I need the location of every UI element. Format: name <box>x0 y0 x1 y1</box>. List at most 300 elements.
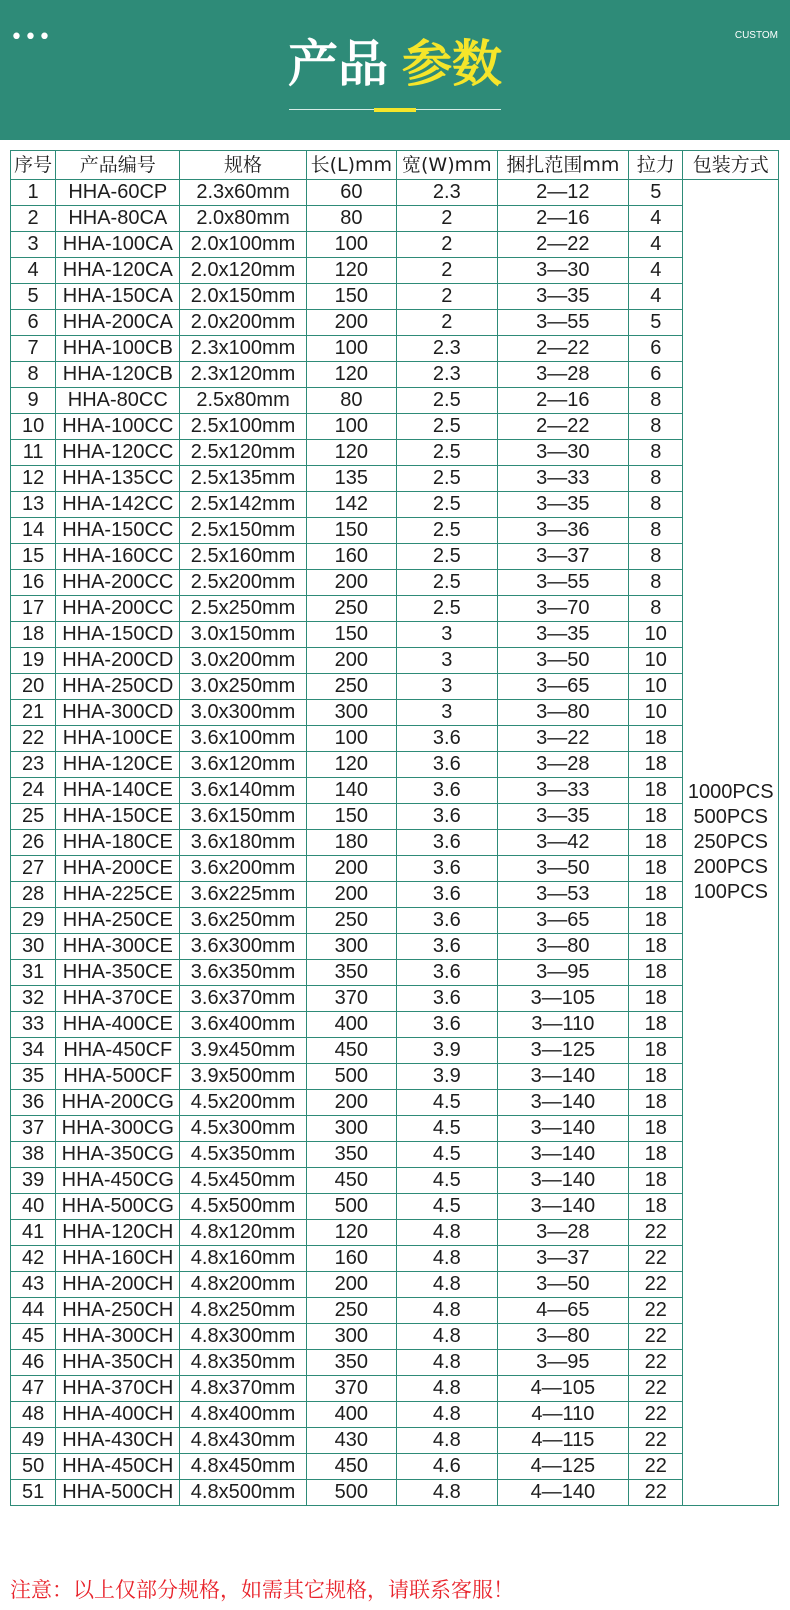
cell-code: HHA-250CH <box>56 1298 180 1324</box>
cell-length: 200 <box>306 570 396 596</box>
cell-tensile: 8 <box>629 544 683 570</box>
cell-length: 120 <box>306 258 396 284</box>
cell-tensile: 18 <box>629 1142 683 1168</box>
table-row <box>11 1454 779 1480</box>
cell-width: 3.9 <box>397 1038 498 1064</box>
table-row <box>11 1012 779 1038</box>
table-row <box>11 856 779 882</box>
cell-length: 200 <box>306 882 396 908</box>
table-row <box>11 1480 779 1506</box>
cell-bundle-range: 3—33 <box>497 778 628 804</box>
table-row <box>11 336 779 362</box>
cell-spec: 2.0x100mm <box>180 232 306 258</box>
cell-width: 2.3 <box>397 180 498 206</box>
cell-bundle-range: 3—28 <box>497 1220 628 1246</box>
cell-tensile: 18 <box>629 1116 683 1142</box>
cell-bundle-range: 4—65 <box>497 1298 628 1324</box>
cell-width: 3.9 <box>397 1064 498 1090</box>
table-row <box>11 440 779 466</box>
cell-length: 500 <box>306 1064 396 1090</box>
cell-bundle-range: 3—140 <box>497 1064 628 1090</box>
cell-index: 46 <box>11 1350 56 1376</box>
cell-index: 25 <box>11 804 56 830</box>
table-row <box>11 232 779 258</box>
cell-length: 100 <box>306 232 396 258</box>
cell-index: 43 <box>11 1272 56 1298</box>
cell-tensile: 18 <box>629 960 683 986</box>
cell-spec: 4.5x450mm <box>180 1168 306 1194</box>
col-header-tensile: 拉力 <box>629 151 683 180</box>
cell-spec: 2.3x100mm <box>180 336 306 362</box>
cell-code: HHA-350CH <box>56 1350 180 1376</box>
table-row <box>11 1272 779 1298</box>
table-row <box>11 180 779 206</box>
cell-index: 35 <box>11 1064 56 1090</box>
table-row <box>11 492 779 518</box>
cell-index: 30 <box>11 934 56 960</box>
table-row <box>11 1220 779 1246</box>
cell-tensile: 18 <box>629 908 683 934</box>
cell-tensile: 18 <box>629 1064 683 1090</box>
table-row <box>11 726 779 752</box>
cell-bundle-range: 3—55 <box>497 570 628 596</box>
cell-spec: 4.8x400mm <box>180 1402 306 1428</box>
cell-code: HHA-140CE <box>56 778 180 804</box>
table-row <box>11 258 779 284</box>
cell-bundle-range: 3—80 <box>497 700 628 726</box>
cell-spec: 3.9x500mm <box>180 1064 306 1090</box>
cell-length: 450 <box>306 1454 396 1480</box>
cell-tensile: 6 <box>629 336 683 362</box>
footer-note: 注意：以上仅部分规格，如需其它规格，请联系客服！ <box>10 1578 514 1602</box>
cell-bundle-range: 3—30 <box>497 440 628 466</box>
table-row <box>11 830 779 856</box>
cell-code: HHA-400CE <box>56 1012 180 1038</box>
cell-spec: 3.0x150mm <box>180 622 306 648</box>
cell-length: 100 <box>306 336 396 362</box>
cell-length: 160 <box>306 544 396 570</box>
cell-length: 370 <box>306 986 396 1012</box>
cell-spec: 2.3x120mm <box>180 362 306 388</box>
cell-length: 250 <box>306 674 396 700</box>
cell-spec: 2.5x80mm <box>180 388 306 414</box>
table-row <box>11 700 779 726</box>
cell-bundle-range: 2—12 <box>497 180 628 206</box>
cell-index: 20 <box>11 674 56 700</box>
cell-spec: 2.0x150mm <box>180 284 306 310</box>
col-header-length: 长(L)mm <box>306 151 396 180</box>
cell-bundle-range: 3—125 <box>497 1038 628 1064</box>
cell-spec: 4.8x300mm <box>180 1324 306 1350</box>
table-row <box>11 570 779 596</box>
cell-bundle-range: 2—22 <box>497 232 628 258</box>
cell-bundle-range: 3—95 <box>497 1350 628 1376</box>
cell-code: HHA-200CA <box>56 310 180 336</box>
packaging-option: 200PCS <box>693 856 768 878</box>
cell-index: 31 <box>11 960 56 986</box>
packaging-option: 250PCS <box>693 831 768 853</box>
cell-width: 4.5 <box>397 1194 498 1220</box>
cell-index: 38 <box>11 1142 56 1168</box>
cell-bundle-range: 3—55 <box>497 310 628 336</box>
cell-width: 2 <box>397 310 498 336</box>
cell-index: 28 <box>11 882 56 908</box>
cell-length: 140 <box>306 778 396 804</box>
cell-index: 9 <box>11 388 56 414</box>
cell-index: 12 <box>11 466 56 492</box>
cell-code: HHA-80CC <box>56 388 180 414</box>
cell-length: 500 <box>306 1480 396 1506</box>
cell-tensile: 22 <box>629 1454 683 1480</box>
cell-index: 26 <box>11 830 56 856</box>
spec-table <box>10 150 779 1506</box>
table-row <box>11 1376 779 1402</box>
table-row <box>11 1246 779 1272</box>
cell-bundle-range: 3—35 <box>497 492 628 518</box>
col-header-bundle-range: 捆扎范围mm <box>497 151 628 180</box>
cell-length: 160 <box>306 1246 396 1272</box>
packaging-option: 1000PCS <box>687 781 774 803</box>
cell-length: 450 <box>306 1168 396 1194</box>
cell-length: 300 <box>306 1116 396 1142</box>
cell-bundle-range: 3—110 <box>497 1012 628 1038</box>
cell-code: HHA-150CD <box>56 622 180 648</box>
cell-width: 2.5 <box>397 466 498 492</box>
cell-length: 350 <box>306 1142 396 1168</box>
cell-spec: 2.0x80mm <box>180 206 306 232</box>
cell-length: 120 <box>306 752 396 778</box>
cell-length: 200 <box>306 648 396 674</box>
cell-width: 4.8 <box>397 1246 498 1272</box>
table-row <box>11 778 779 804</box>
cell-width: 2.3 <box>397 362 498 388</box>
table-row <box>11 648 779 674</box>
cell-bundle-range: 3—37 <box>497 544 628 570</box>
cell-code: HHA-60CP <box>56 180 180 206</box>
table-row <box>11 466 779 492</box>
cell-bundle-range: 3—50 <box>497 648 628 674</box>
cell-index: 17 <box>11 596 56 622</box>
cell-spec: 4.8x250mm <box>180 1298 306 1324</box>
table-row <box>11 1142 779 1168</box>
cell-width: 2 <box>397 206 498 232</box>
cell-width: 3.6 <box>397 934 498 960</box>
cell-index: 32 <box>11 986 56 1012</box>
title-accent-bar <box>374 108 416 112</box>
cell-spec: 2.5x142mm <box>180 492 306 518</box>
cell-length: 80 <box>306 388 396 414</box>
cell-length: 300 <box>306 934 396 960</box>
table-row <box>11 1350 779 1376</box>
cell-tensile: 18 <box>629 1090 683 1116</box>
cell-length: 250 <box>306 1298 396 1324</box>
cell-spec: 3.6x225mm <box>180 882 306 908</box>
cell-spec: 3.6x400mm <box>180 1012 306 1038</box>
cell-width: 3.6 <box>397 752 498 778</box>
cell-tensile: 8 <box>629 492 683 518</box>
cell-length: 120 <box>306 440 396 466</box>
cell-spec: 2.5x160mm <box>180 544 306 570</box>
cell-spec: 4.8x160mm <box>180 1246 306 1272</box>
cell-tensile: 4 <box>629 258 683 284</box>
cell-code: HHA-160CH <box>56 1246 180 1272</box>
table-row <box>11 986 779 1012</box>
cell-width: 4.5 <box>397 1090 498 1116</box>
cell-width: 4.8 <box>397 1324 498 1350</box>
cell-length: 370 <box>306 1376 396 1402</box>
cell-spec: 3.6x200mm <box>180 856 306 882</box>
cell-code: HHA-250CE <box>56 908 180 934</box>
table-row <box>11 804 779 830</box>
cell-tensile: 8 <box>629 388 683 414</box>
table-row <box>11 362 779 388</box>
cell-spec: 3.0x200mm <box>180 648 306 674</box>
title-yellow: 参数 <box>402 35 502 93</box>
cell-width: 3.6 <box>397 726 498 752</box>
cell-code: HHA-350CG <box>56 1142 180 1168</box>
table-row <box>11 284 779 310</box>
cell-length: 150 <box>306 622 396 648</box>
cell-index: 13 <box>11 492 56 518</box>
col-header-index: 序号 <box>11 151 56 180</box>
cell-bundle-range: 3—30 <box>497 258 628 284</box>
packaging-option: 100PCS <box>693 881 768 903</box>
cell-width: 3.6 <box>397 908 498 934</box>
cell-tensile: 18 <box>629 1012 683 1038</box>
cell-spec: 4.5x300mm <box>180 1116 306 1142</box>
cell-width: 2.3 <box>397 336 498 362</box>
cell-length: 500 <box>306 1194 396 1220</box>
cell-width: 3.6 <box>397 830 498 856</box>
cell-length: 350 <box>306 960 396 986</box>
cell-bundle-range: 3—28 <box>497 362 628 388</box>
cell-spec: 4.8x370mm <box>180 1376 306 1402</box>
cell-width: 2.5 <box>397 492 498 518</box>
cell-code: HHA-120CB <box>56 362 180 388</box>
cell-spec: 3.6x100mm <box>180 726 306 752</box>
cell-length: 150 <box>306 804 396 830</box>
cell-length: 100 <box>306 414 396 440</box>
cell-code: HHA-150CE <box>56 804 180 830</box>
cell-index: 2 <box>11 206 56 232</box>
cell-index: 14 <box>11 518 56 544</box>
table-row <box>11 1324 779 1350</box>
cell-spec: 3.6x370mm <box>180 986 306 1012</box>
page-title <box>0 32 790 96</box>
table-row <box>11 1168 779 1194</box>
cell-code: HHA-120CA <box>56 258 180 284</box>
cell-bundle-range: 3—80 <box>497 1324 628 1350</box>
cell-index: 6 <box>11 310 56 336</box>
cell-bundle-range: 3—28 <box>497 752 628 778</box>
cell-tensile: 18 <box>629 830 683 856</box>
cell-width: 3.6 <box>397 804 498 830</box>
table-row <box>11 388 779 414</box>
table-row <box>11 1194 779 1220</box>
cell-index: 3 <box>11 232 56 258</box>
cell-code: HHA-120CH <box>56 1220 180 1246</box>
cell-tensile: 5 <box>629 180 683 206</box>
cell-length: 350 <box>306 1350 396 1376</box>
cell-index: 16 <box>11 570 56 596</box>
cell-spec: 3.6x180mm <box>180 830 306 856</box>
cell-bundle-range: 2—22 <box>497 336 628 362</box>
cell-bundle-range: 3—22 <box>497 726 628 752</box>
cell-width: 4.8 <box>397 1480 498 1506</box>
cell-code: HHA-150CC <box>56 518 180 544</box>
cell-tensile: 18 <box>629 1038 683 1064</box>
cell-bundle-range: 3—50 <box>497 1272 628 1298</box>
cell-length: 430 <box>306 1428 396 1454</box>
cell-spec: 4.8x200mm <box>180 1272 306 1298</box>
cell-width: 2.5 <box>397 440 498 466</box>
cell-spec: 3.0x300mm <box>180 700 306 726</box>
cell-width: 4.5 <box>397 1168 498 1194</box>
cell-width: 2.5 <box>397 518 498 544</box>
more-dots-icon[interactable]: ••• <box>10 25 52 50</box>
cell-index: 22 <box>11 726 56 752</box>
cell-length: 60 <box>306 180 396 206</box>
cell-index: 11 <box>11 440 56 466</box>
cell-tensile: 8 <box>629 440 683 466</box>
cell-tensile: 8 <box>629 518 683 544</box>
cell-code: HHA-500CF <box>56 1064 180 1090</box>
cell-code: HHA-200CG <box>56 1090 180 1116</box>
col-header-packaging: 包装方式 <box>683 151 779 180</box>
cell-bundle-range: 3—53 <box>497 882 628 908</box>
cell-spec: 2.5x200mm <box>180 570 306 596</box>
cell-tensile: 18 <box>629 882 683 908</box>
cell-tensile: 8 <box>629 596 683 622</box>
cell-index: 48 <box>11 1402 56 1428</box>
cell-tensile: 22 <box>629 1376 683 1402</box>
cell-index: 39 <box>11 1168 56 1194</box>
cell-tensile: 18 <box>629 934 683 960</box>
cell-bundle-range: 3—65 <box>497 908 628 934</box>
cell-tensile: 10 <box>629 648 683 674</box>
cell-code: HHA-100CE <box>56 726 180 752</box>
cell-width: 3.6 <box>397 882 498 908</box>
cell-tensile: 18 <box>629 856 683 882</box>
cell-code: HHA-200CD <box>56 648 180 674</box>
cell-bundle-range: 3—35 <box>497 622 628 648</box>
table-row <box>11 908 779 934</box>
cell-spec: 4.8x350mm <box>180 1350 306 1376</box>
cell-length: 135 <box>306 466 396 492</box>
cell-width: 3 <box>397 648 498 674</box>
cell-width: 4.8 <box>397 1402 498 1428</box>
cell-index: 27 <box>11 856 56 882</box>
cell-width: 2 <box>397 258 498 284</box>
cell-code: HHA-300CD <box>56 700 180 726</box>
cell-code: HHA-450CF <box>56 1038 180 1064</box>
cell-code: HHA-120CC <box>56 440 180 466</box>
cell-index: 37 <box>11 1116 56 1142</box>
cell-spec: 2.0x200mm <box>180 310 306 336</box>
cell-length: 80 <box>306 206 396 232</box>
table-row <box>11 1038 779 1064</box>
packaging-option: 500PCS <box>693 806 768 828</box>
cell-code: HHA-350CE <box>56 960 180 986</box>
cell-bundle-range: 3—140 <box>497 1116 628 1142</box>
cell-tensile: 10 <box>629 622 683 648</box>
cell-code: HHA-450CH <box>56 1454 180 1480</box>
cell-bundle-range: 2—16 <box>497 388 628 414</box>
cell-bundle-range: 3—140 <box>497 1142 628 1168</box>
cell-spec: 4.8x430mm <box>180 1428 306 1454</box>
cell-code: HHA-450CG <box>56 1168 180 1194</box>
table-row <box>11 1402 779 1428</box>
cell-index: 45 <box>11 1324 56 1350</box>
cell-length: 180 <box>306 830 396 856</box>
cell-bundle-range: 3—36 <box>497 518 628 544</box>
cell-tensile: 22 <box>629 1480 683 1506</box>
table-row <box>11 310 779 336</box>
cell-spec: 2.5x135mm <box>180 466 306 492</box>
cell-code: HHA-180CE <box>56 830 180 856</box>
cell-tensile: 22 <box>629 1220 683 1246</box>
cell-index: 34 <box>11 1038 56 1064</box>
cell-bundle-range: 3—42 <box>497 830 628 856</box>
cell-bundle-range: 4—115 <box>497 1428 628 1454</box>
cell-width: 2.5 <box>397 596 498 622</box>
cell-tensile: 22 <box>629 1350 683 1376</box>
cell-spec: 3.6x250mm <box>180 908 306 934</box>
cell-code: HHA-200CH <box>56 1272 180 1298</box>
cell-bundle-range: 3—65 <box>497 674 628 700</box>
cell-tensile: 18 <box>629 1168 683 1194</box>
cell-tensile: 8 <box>629 570 683 596</box>
cell-index: 15 <box>11 544 56 570</box>
cell-tensile: 22 <box>629 1324 683 1350</box>
cell-spec: 2.5x100mm <box>180 414 306 440</box>
table-row <box>11 674 779 700</box>
cell-bundle-range: 3—95 <box>497 960 628 986</box>
cell-index: 44 <box>11 1298 56 1324</box>
cell-width: 4.8 <box>397 1298 498 1324</box>
table-row <box>11 882 779 908</box>
cell-code: HHA-300CH <box>56 1324 180 1350</box>
cell-tensile: 22 <box>629 1246 683 1272</box>
cell-length: 250 <box>306 596 396 622</box>
cell-code: HHA-250CD <box>56 674 180 700</box>
cell-tensile: 18 <box>629 804 683 830</box>
cell-code: HHA-500CH <box>56 1480 180 1506</box>
table-row <box>11 1298 779 1324</box>
cell-length: 100 <box>306 726 396 752</box>
cell-code: HHA-370CH <box>56 1376 180 1402</box>
cell-spec: 3.6x300mm <box>180 934 306 960</box>
cell-tensile: 6 <box>629 362 683 388</box>
cell-code: HHA-400CH <box>56 1402 180 1428</box>
cell-index: 47 <box>11 1376 56 1402</box>
cell-length: 150 <box>306 284 396 310</box>
cell-tensile: 10 <box>629 674 683 700</box>
cell-index: 49 <box>11 1428 56 1454</box>
cell-index: 24 <box>11 778 56 804</box>
cell-code: HHA-142CC <box>56 492 180 518</box>
cell-bundle-range: 3—70 <box>497 596 628 622</box>
cell-length: 300 <box>306 1324 396 1350</box>
cell-index: 5 <box>11 284 56 310</box>
cell-tensile: 8 <box>629 414 683 440</box>
cell-bundle-range: 3—35 <box>497 804 628 830</box>
cell-code: HHA-100CB <box>56 336 180 362</box>
cell-length: 200 <box>306 856 396 882</box>
cell-spec: 3.6x350mm <box>180 960 306 986</box>
cell-spec: 4.8x500mm <box>180 1480 306 1506</box>
cell-index: 42 <box>11 1246 56 1272</box>
